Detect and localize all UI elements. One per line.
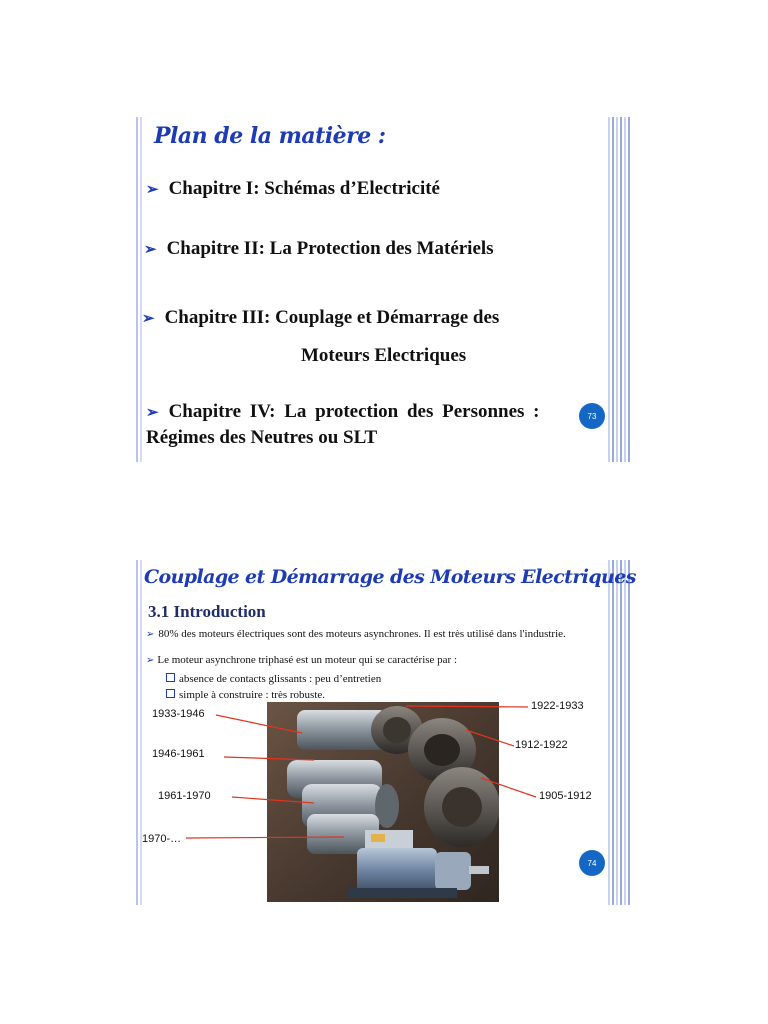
chapter-2-label: Chapitre II: La Protection des Matériels — [166, 238, 494, 259]
section-heading: 3.1 Introduction — [148, 602, 266, 621]
label-1933-1946: 1933-1946 — [152, 708, 205, 720]
leader-1946 — [224, 757, 314, 760]
leader-lines — [136, 560, 632, 905]
slide-title: Couplage et Démarrage des Moteurs Electriques — [144, 566, 636, 588]
slide-introduction — [136, 560, 636, 905]
paragraph-1-text: 80% des moteurs électriques sont des moteurs asynchrones. Il est très utilisé dans l'industrie. — [158, 628, 566, 640]
bullet-arrow-icon: ➢ — [144, 242, 157, 258]
label-1905-1912: 1905-1912 — [539, 790, 592, 802]
label-1912-1922: 1912-1922 — [515, 739, 568, 751]
chapter-1-label: Chapitre I: Schémas d’Electricité — [168, 178, 440, 199]
label-1961-1970: 1961-1970 — [158, 790, 211, 802]
sub-item-2-text: simple à construire : très robuste. — [179, 689, 326, 701]
bullet-arrow-icon: ➢ — [146, 655, 155, 666]
chapter-4-continuation: Régimes des Neutres ou SLT — [146, 427, 378, 448]
bullet-arrow-icon: ➢ — [146, 629, 155, 640]
page-number-badge: 73 — [579, 403, 605, 429]
leader-1912 — [466, 730, 514, 746]
leader-1961 — [232, 797, 314, 803]
chapter-1-item — [146, 178, 440, 200]
bullet-arrow-icon: ➢ — [146, 182, 159, 198]
paragraph-2-text: Le moteur asynchrone triphasé est un moteur qui se caractérise par : — [157, 654, 458, 666]
label-1970: 1970-… — [142, 833, 182, 845]
leader-1933 — [216, 715, 302, 733]
chapter-4-label: Chapitre IV: La protection des Personnes : — [168, 401, 540, 422]
chapter-3-item — [142, 307, 499, 329]
label-1922-1933: 1922-1933 — [531, 700, 584, 712]
leader-1922 — [406, 706, 528, 707]
chapter-3-continuation: Moteurs Electriques — [301, 345, 467, 366]
bullet-arrow-icon: ➢ — [142, 311, 155, 327]
slide-plan — [136, 117, 632, 462]
chapter-4-item — [146, 401, 540, 423]
label-1946-1961: 1946-1961 — [152, 748, 205, 760]
bullet-arrow-icon: ➢ — [146, 405, 159, 421]
chapter-3-label: Chapitre III: Couplage et Démarrage des — [164, 307, 500, 328]
leader-1905 — [481, 778, 536, 797]
slide-title: Plan de la matière : — [154, 123, 386, 149]
leader-1970 — [186, 837, 344, 838]
slide-right-border — [608, 117, 632, 462]
sub-item-1-text: absence de contacts glissants : peu d’entretien — [179, 673, 382, 685]
page-number-badge: 74 — [579, 850, 605, 876]
slide-left-border — [136, 117, 142, 462]
chapter-2-item — [144, 238, 494, 260]
